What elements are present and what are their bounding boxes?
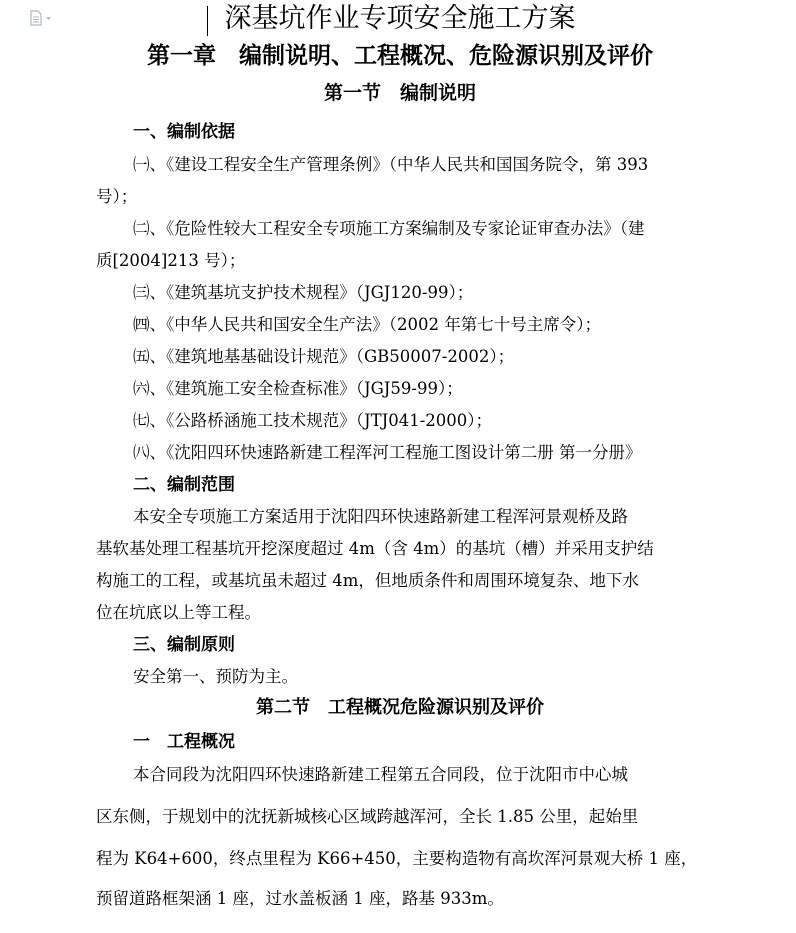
chapter-title: 第一章 编制说明、工程概况、危险源识别及评价 xyxy=(147,42,653,69)
document-title: 深基坑作业专项安全施工方案 xyxy=(224,3,576,34)
section-title-1: 第一节 编制说明 xyxy=(323,82,476,104)
principle-line: 安全第一、预防为主。 xyxy=(133,667,298,686)
basis-line: ㈤、《建筑地基基础设计规范》（GB50007-2002）； xyxy=(133,347,515,366)
overview-line: 区东侧，于规划中的沈抚新城核心区域跨越浑河，全长 1.85 公里，起始里 xyxy=(96,807,639,826)
basis-line: ㈣、《中华人民共和国安全生产法》（2002 年第七十号主席令）； xyxy=(133,315,601,334)
scope-line: 本安全专项施工方案适用于沈阳四环快速路新建工程浑河景观桥及路 xyxy=(133,507,628,526)
scope-line: 构施工的工程，或基坑虽未超过 4m，但地质条件和周围环境复杂、地下水 xyxy=(96,571,639,590)
basis-line: ㈧、《沈阳四环快速路新建工程浑河工程施工图设计第二册 第一分册》 xyxy=(133,443,642,462)
section-title-2: 第二节 工程概况危险源识别及评价 xyxy=(256,697,544,718)
basis-line: ㈡、《危险性较大工程安全专项施工方案编制及专家论证审查办法》（建 xyxy=(133,219,645,238)
overview-line: 预留道路框架涵 1 座，过水盖板涵 1 座，路基 933m。 xyxy=(96,889,504,908)
basis-line: 号）； xyxy=(96,187,138,206)
overview-line: 本合同段为沈阳四环快速路新建工程第五合同段，位于沈阳市中心城 xyxy=(133,765,628,784)
scope-line: 基软基处理工程基坑开挖深度超过 4m（含 4m）的基坑（槽）并采用支护结 xyxy=(96,539,654,558)
heading-overview: 一 工程概况 xyxy=(133,732,235,752)
scope-line: 位在坑底以上等工程。 xyxy=(96,603,261,622)
document-icon[interactable] xyxy=(28,10,54,26)
basis-line: 质[2004]213 号）； xyxy=(96,251,246,270)
basis-line: ㈠、《建设工程安全生产管理条例》（中华人民共和国国务院令，第 393 xyxy=(133,155,649,174)
heading-principle: 三、编制原则 xyxy=(133,635,235,655)
basis-line: ㈥、《建筑施工安全检查标准》（JGJ59-99）； xyxy=(133,379,463,398)
heading-basis: 一、编制依据 xyxy=(133,122,235,142)
basis-line: ㈦、《公路桥涵施工技术规范》（JTJ041-2000）； xyxy=(133,411,493,430)
overview-line: 程为 K64+600，终点里程为 K66+450，主要构造物有高坎浑河景观大桥 1 座， xyxy=(96,849,698,868)
basis-line: ㈢、《建筑基坑支护技术规程》（JGJ120-99）； xyxy=(133,283,474,302)
heading-scope: 二、编制范围 xyxy=(133,475,235,495)
